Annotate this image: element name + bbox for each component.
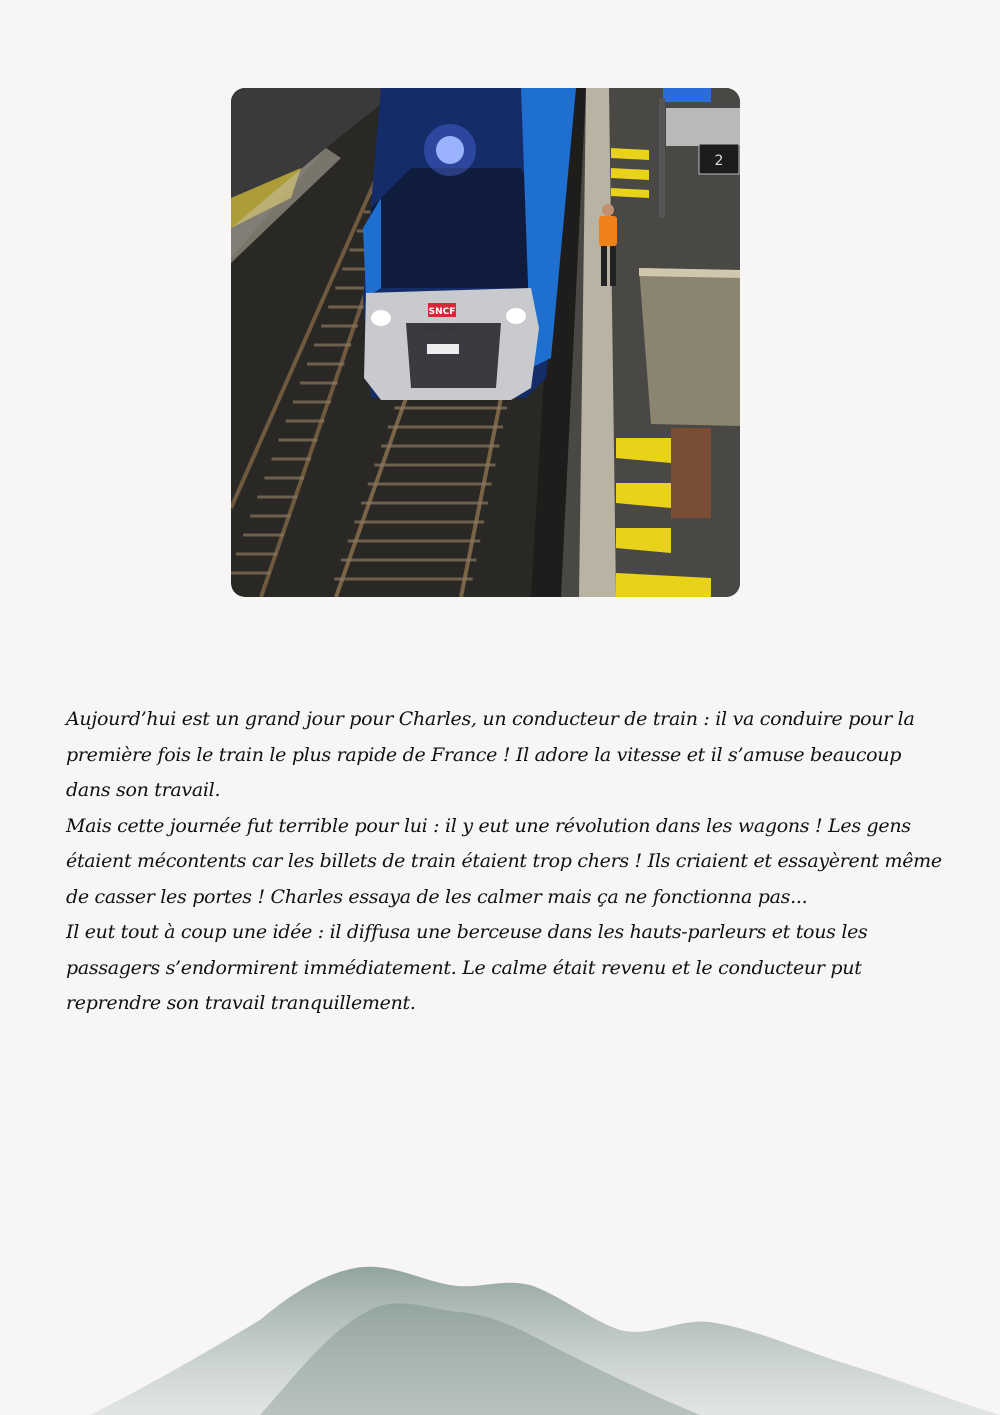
train-number: 84623 M bbox=[421, 324, 456, 333]
train-logo: SNCF bbox=[428, 307, 456, 317]
story-paragraph: Il eut tout à coup une idée : il diffusa une berceuse dans les hauts-parleurs et tous les passagers s’endormirent immédiatement. Le calme était revenu et le conducteur put reprendre son travail tranquillement. bbox=[66, 921, 868, 1014]
story-text bbox=[66, 702, 946, 1022]
story-paragraph: Mais cette journée fut terrible pour lui : il y eut une révolution dans les wagons ! Les gens étaient mécontents car les billets de train étaient trop chers ! Ils criaient et essayèrent même de casser les portes ! Charles essaya de les calmer mais ça ne fonctionna pas... bbox=[66, 814, 942, 908]
story-paragraph: Aujourd’hui est un grand jour pour Charles, un conducteur de train : il va conduire pour la première fois le train le plus rapide de France ! Il adore la vitesse et il s’amuse beaucoup dans son travail. bbox=[66, 708, 915, 801]
train bbox=[363, 88, 576, 400]
train-station-photo bbox=[231, 88, 740, 597]
watercolor-mountains bbox=[0, 1240, 1000, 1415]
platform-sign-number: 2 bbox=[714, 153, 724, 169]
